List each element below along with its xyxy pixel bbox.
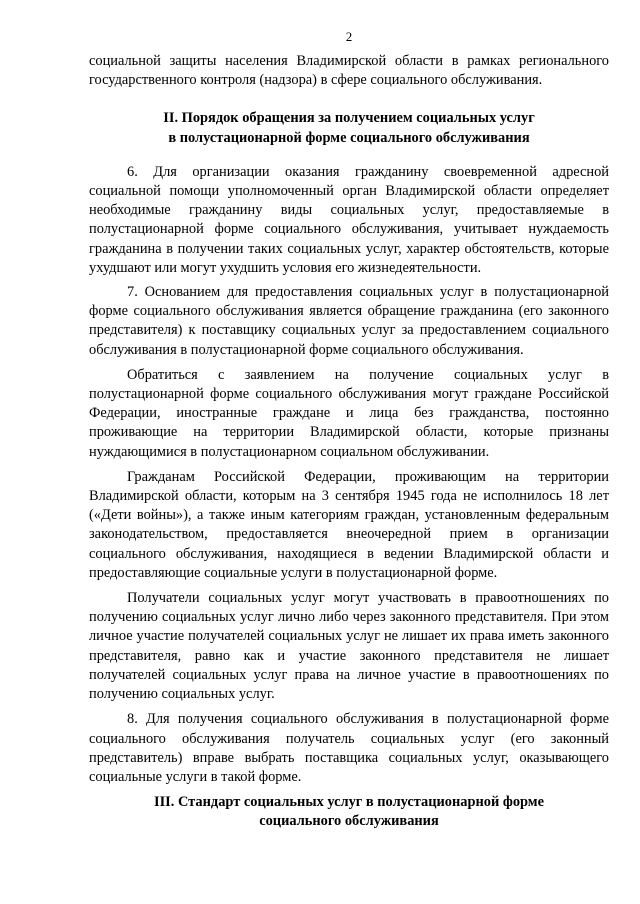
section-3-heading [89,793,609,831]
paragraph-7-applicants: Обратиться с заявлением на получение социальных услуг в полустационарной форме социального обслуживания могут граждане Российской Федерации, иностранные граждане и лица без гражданства, постоянно проживающие на территории Владимирской области, которые признаны нуждающимися в полустационарном социальном обслуживании. [89,366,609,460]
section-2-title-line2: в полустационарной форме социального обслуживания [168,129,530,146]
paragraph-7: 7. Основанием для предоставления социальных услуг в полустационарной форме социального обслуживания является обращение гражданина (его законного представителя) к поставщику социальных услуг за предоставлением социального обслуживания в полустационарной форме социального обслуживания. [89,284,609,358]
paragraph-7-representatives: Получатели социальных услуг могут участвовать в правоотношениях по получению социальных услуг лично либо через законного представителя. При этом личное участие получателей социальных услуг не лишает их права иметь законного представителя, равно как и участие законного представителя не лишает получателей социальных услуг права на личное участие в правоотношениях по получению социальных услуг. [89,590,609,703]
paragraph-7-priority: Гражданам Российской Федерации, проживающим на территории Владимирской области, которым на 3 сентября 1945 года не исполнилось 18 лет («Дети войны»), а также иным категориям граждан, установленным федеральным законодательством, предоставляется внеочередной прием в организации социального обслуживания, находящиеся в ведении Владимирской области и предоставляющие социальные услуги в полустационарной форме. [89,468,609,581]
paragraph-6: 6. Для организации оказания гражданину своевременной адресной социальной помощи уполномоченный орган Владимирской области определяет необходимые гражданину виды социальных услуг, предоставляемые в полустационарной форме социального обслуживания, учитывает нуждаемость гражданина в получении таких социальных услуг, характер обстоятельств, которые ухудшают или могут ухудшить условия его жизнедеятельности. [89,163,609,276]
page-number: 2 [345,29,353,44]
section-3-title-line2: социального обслуживания [259,813,439,830]
section-2-title-line1: II. Порядок обращения за получением социальных услуг [163,110,535,127]
document-page [89,28,609,832]
section-2-heading [89,109,609,147]
paragraph-8: 8. Для получения социального обслуживания в полустационарной форме социального обслуживания получатель социальных услуг (его законный представитель) вправе выбрать поставщика социальных услуг, оказывающего социальные услуги в такой форме. [89,711,609,785]
intro-continuation-paragraph: социальной защиты населения Владимирской области в рамках регионального государственного контроля (надзора) в сфере социального обслуживания. [89,53,609,89]
section-3-title-line1: III. Стандарт социальных услуг в полустационарной форме [153,794,544,811]
